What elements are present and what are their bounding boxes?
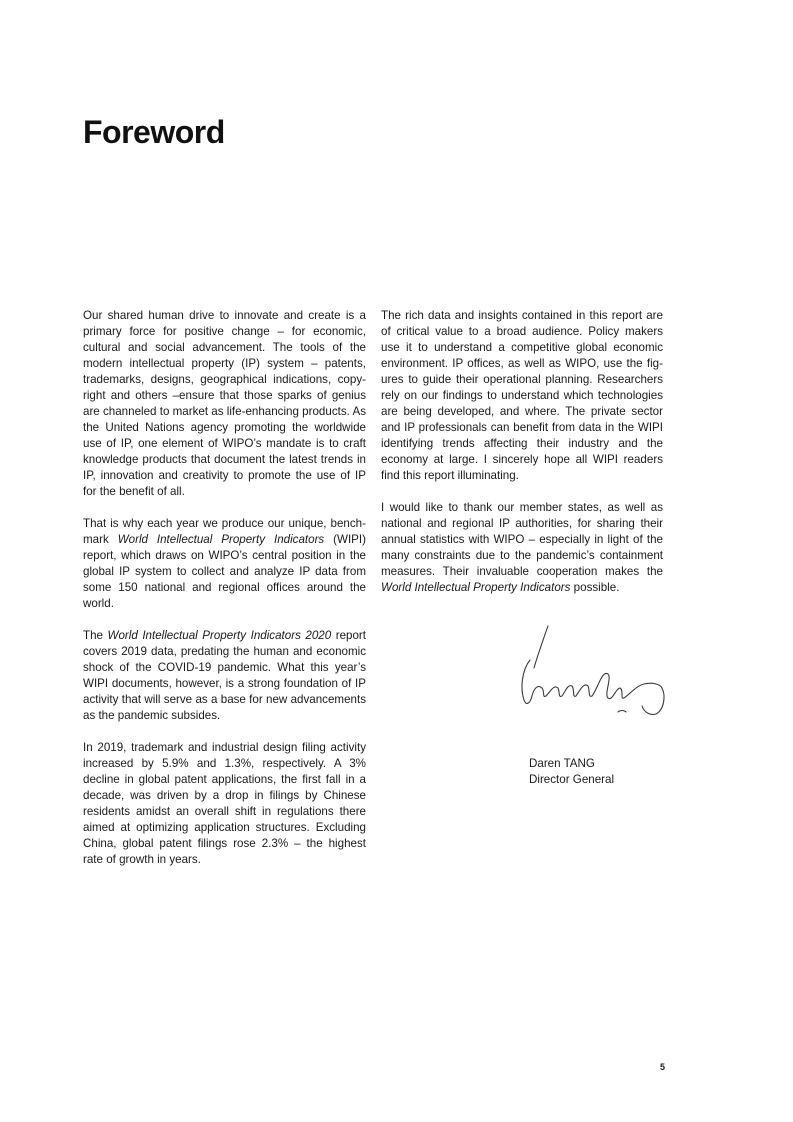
paragraph (83, 308, 366, 500)
paragraph (381, 308, 663, 484)
signatory-role: Director General (529, 773, 615, 786)
paragraph (83, 516, 366, 612)
paragraph-text: I would like to thank our member states, as well as national and regional IP authorities, for sharing their annual statistics with WIPO – especially in light of the many constraints due to the pandemic’s containment measures. Their invaluable cooperation makes the (381, 501, 663, 578)
paragraph-text: The rich data and insights contained in this report are of critical value to a broad audience. Policy makers use it to understand a competitive global economic environment. IP offices, as well as WIPO, use the figures to guide their operational planning. Researchers rely on our findings to understand which technologies are being developed, and where. The private sector and IP professionals can benefit from data in the WIPI identifying trends affecting their industry and the economy at large. I sincerely hope all WIPI readers find this report illuminating. (381, 309, 663, 482)
page-title: Foreword (83, 114, 225, 150)
handwritten-signature (512, 618, 672, 728)
paragraph-text: Our shared human drive to innovate and create is a primary force for positive change – for economic, cultural and social advancement. The tools of the modern intellectual property (IP) system – patents, trademarks, designs, geographical indications, copyright and others –ensure that those sparks of genius are channeled to market as life-enhancing products. As the United Nations agency promoting the worldwide use of IP, one element of WIPO’s mandate is to craft knowledge products that document the latest trends in IP, innovation and creativity to promote the use of IP for the benefit of all. (83, 309, 366, 498)
foreword-right-column (381, 308, 663, 596)
paragraph-text: possible. (570, 581, 620, 594)
foreword-left-column (83, 308, 366, 868)
report-title-italic: World Intellectual Property Indicators (117, 533, 325, 546)
signatory-name: Daren TANG (529, 757, 595, 770)
paragraph (381, 500, 663, 596)
page-number: 5 (659, 1062, 665, 1072)
paragraph-text: That is why each year we produce our unique, benchmark (83, 517, 366, 546)
signatory-block (529, 756, 614, 788)
paragraph-text: The (83, 629, 108, 642)
paragraph (83, 740, 366, 868)
paragraph-text: report covers 2019 data, predating the human and economic shock of the COVID-19 pandemic. What this year’s WIPI documents, however, is a strong foundation of IP activity that will serve as a base for new advancements as the pandemic subsides. (83, 629, 366, 722)
paragraph-text: (WIPI) report, which draws on WIPO’s central position in the global IP system to collect and analyze IP data from some 150 national and regional offices around the world. (83, 533, 366, 610)
paragraph (83, 628, 366, 724)
report-title-italic: World Intellectual Property Indicators (381, 581, 571, 594)
paragraph-text: In 2019, trademark and industrial design filing activity increased by 5.9% and 1.3%, respectively. A 3% decline in global patent applications, the first fall in a decade, was driven by a drop in filings by Chinese residents amidst an overall shift in regulations there aimed at optimizing application structures. Excluding China, global patent filings rose 2.3% – the highest rate of growth in years. (83, 741, 366, 866)
report-title-italic: World Intellectual Property Indicators 2020 (107, 629, 332, 642)
